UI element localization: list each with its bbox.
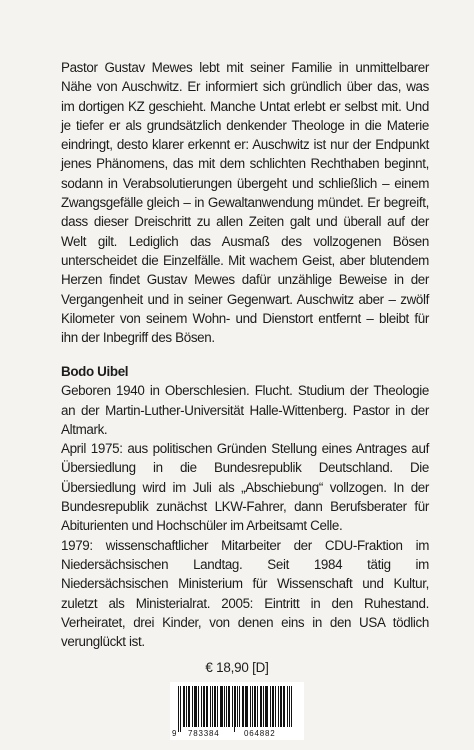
barcode-right-group: 064882 — [244, 729, 276, 738]
barcode-bar — [235, 686, 236, 727]
barcode-bar — [210, 686, 211, 727]
barcode-bar — [291, 686, 292, 727]
barcode-bar — [252, 686, 253, 727]
barcode-bar — [287, 686, 288, 727]
barcode-bar — [239, 686, 240, 727]
barcode-bar — [278, 686, 279, 727]
barcode-bar — [220, 686, 221, 727]
barcode-bar — [257, 686, 258, 727]
barcode-bar — [178, 686, 179, 732]
barcode-bar — [188, 686, 189, 727]
barcode-bar — [212, 686, 213, 727]
barcode-bar — [272, 686, 273, 727]
barcode-bar — [183, 686, 184, 727]
barcode-bar — [234, 686, 235, 732]
barcode-bar — [275, 686, 276, 727]
author-bio — [61, 362, 429, 651]
barcode-bar — [263, 686, 264, 727]
barcode-bar — [201, 686, 202, 727]
barcode-bar — [260, 686, 261, 727]
barcode-bar — [192, 686, 193, 727]
barcode-bar — [284, 686, 285, 727]
barcode-bar — [245, 686, 246, 727]
barcode-first-digit: 9 — [172, 729, 178, 738]
barcode-bar — [194, 686, 195, 727]
barcode-bar — [204, 686, 205, 727]
bio-paragraph: Geboren 1940 in Oberschlesien. Flucht. Studium der Theologie an der Martin-Luther-Universität Halle-Wittenberg. Pastor in der Altmark. — [61, 383, 429, 437]
barcode-bar — [270, 686, 271, 727]
barcode-bar — [265, 686, 266, 727]
barcode-bar — [184, 686, 185, 727]
barcode-bar — [232, 686, 233, 727]
barcode-bar — [283, 686, 284, 727]
barcode-left-group: 783384 — [188, 729, 220, 738]
barcode-bar — [250, 686, 251, 727]
barcode-bar — [280, 686, 281, 727]
barcode-bar — [207, 686, 208, 727]
barcode-bar — [281, 686, 282, 727]
bio-paragraph: April 1975: aus politischen Gründen Stellung eines Antrages auf Übersiedlung in die Bundesrepublik Deutschland. Die Übersiedlung wird im Juli als „Abschiebung“ vollzogen. In der Bundesrepublik zunächst LKW-Fahrer, dann Berufsberater für Abiturienten und Hochschüler im Arbeitsamt Celle. — [61, 441, 429, 534]
barcode-bar — [195, 686, 196, 727]
barcode-bar — [243, 686, 244, 727]
bio-paragraph: 1979: wissenschaftlicher Mitarbeiter der CDU-Fraktion im Niedersächsischen Landtag. Seit 1984 tätig im Niedersächsischen Ministerium für Wissenschaft und Kultur, zuletzt als Ministerialrat. 2005: Eintritt in den Ruhestand. Verheiratet, drei Kinder, von denen eins in den USA tödlich verunglückt ist. — [61, 537, 429, 650]
barcode-bar — [237, 686, 238, 727]
barcode-bar — [261, 686, 262, 727]
barcode-bar — [214, 686, 215, 727]
barcode-bar — [242, 686, 243, 727]
barcode-bar — [255, 686, 256, 727]
barcode-bar — [229, 686, 230, 727]
barcode-bar — [221, 686, 222, 727]
isbn-barcode — [170, 682, 304, 740]
barcode-bar — [254, 686, 255, 727]
back-cover-blurb: Pastor Gustav Mewes lebt mit seiner Familie in unmittelbarer Nähe von Auschwitz. Er informiert sich gründlich über das, was im dortigen KZ geschieht. Manche Untat erlebt er selbst mit. Und je tiefer er als grundsätzlich denkender Theologe in die Materie eindringt, desto klarer erkennt er: Auschwitz ist nur der Endpunkt jenes Phänomens, das mit dem schlichten Rechthaben beginnt, sodann in Verabsolutierungen übergeht und schließlich – einem Zwangsgefälle gleich – in Gewaltanwendung mündet. Er begreift, dass dieser Dreischritt zu allen Zeiten galt und überall auf der Welt gilt. Lediglich das Ausmaß des vollzogenen Bösen unterscheidet die Einzelfälle. Mit wachem Geist, aber blutendem Herzen findet Gustav Mewes dafür unzählige Beweise in der Vergangenheit und in seiner Gegenwart. Auschwitz aber – zwölf Kilometer von seinem Wohn- und Dienstort entfernt – bleibt für ihn der Inbegriff des Bösen. — [61, 60, 429, 346]
barcode-bar — [266, 686, 267, 727]
barcode-bar — [224, 686, 225, 727]
barcode-bar — [180, 686, 181, 732]
barcode-bar — [198, 686, 199, 727]
barcode-bar — [246, 686, 247, 727]
barcode-bar — [206, 686, 207, 727]
barcode-bar — [186, 686, 187, 727]
barcode-bar — [247, 686, 248, 727]
price-label: € 18,90 [D] — [205, 660, 269, 675]
barcode-bar — [226, 686, 227, 727]
barcode-bar — [273, 686, 274, 727]
barcode-bar — [203, 686, 204, 727]
barcode-bar — [196, 686, 197, 727]
barcode-bar — [222, 686, 223, 727]
author-name: Bodo Uibel — [61, 364, 129, 379]
barcode-bar — [267, 686, 268, 727]
barcode-bar — [217, 686, 218, 727]
barcode-bar — [228, 686, 229, 727]
barcode-bar — [289, 686, 290, 727]
barcode-bar — [189, 686, 190, 727]
barcode-bar — [215, 686, 216, 727]
